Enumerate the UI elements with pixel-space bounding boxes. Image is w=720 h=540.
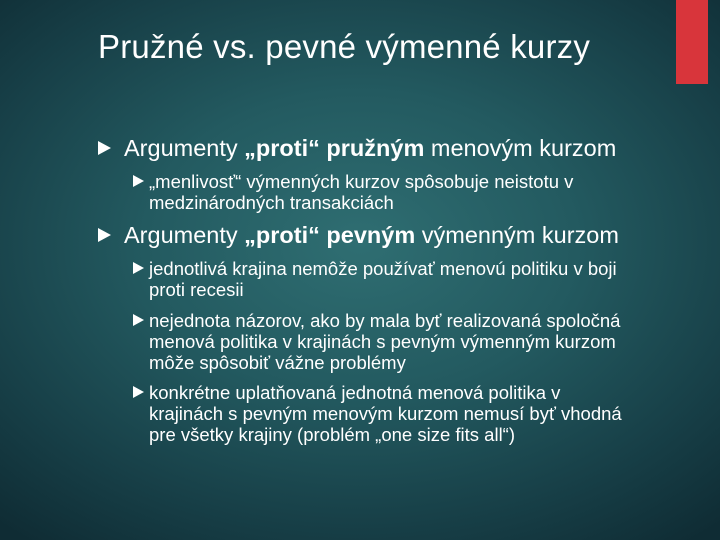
sub-bullet-text [149,382,622,445]
bullet-arrow-icon [98,228,111,242]
line: pre všetky krajiny (problém „one size fits all“) [149,424,515,445]
bullet-text-pre: Argumenty [124,222,245,248]
bullet-arguments-against-flexible [98,134,616,162]
bullet-arrow-icon [133,314,144,326]
line: nejednota názorov, ako by mala byť realizovaná spoločná [149,310,621,331]
line: konkrétne uplatňovaná jednotná menová politika v [149,382,561,403]
bullet-text [124,134,616,162]
bullet-arguments-against-fixed [98,221,619,249]
line: jednotlivá krajina nemôže používať menovú politiku v boji [149,258,617,279]
sub-bullet-one-size-fits-all [133,382,709,445]
sub-bullet-text [149,171,573,213]
line: „menlivosť“ výmenných kurzov spôsobuje neistotu v [149,171,574,192]
bullet-arrow-icon [133,386,144,398]
bullet-text-post: výmenným kurzom [415,222,619,248]
bullet-text-emphasis: „proti“ pevným [244,222,416,248]
bullet-arrow-icon [133,175,144,187]
bullet-text [124,221,619,249]
line: proti recesii [149,279,244,300]
slide-title: Pružné vs. pevné výmenné kurzy [98,28,591,65]
sub-bullet-text [149,258,617,300]
sub-bullet-volatility [133,171,673,213]
bullet-text-pre: Argumenty [124,135,245,161]
line: krajinách s pevným menovým kurzom nemusí byť vhodná [149,403,622,424]
bullet-arrow-icon [133,262,144,274]
accent-bar [676,0,708,84]
line: medzinárodných transakciách [149,192,394,213]
bullet-text-emphasis: „proti“ pružným [244,135,425,161]
line: môže spôsobiť vážne problémy [149,352,406,373]
bullet-text-post: menovým kurzom [424,135,617,161]
sub-bullet-text [149,310,620,373]
line: menová politika v krajinách s pevným výmenným kurzom [149,331,616,352]
bullet-arrow-icon [98,141,111,155]
sub-bullet-monetary-policy [133,258,709,300]
sub-bullet-disagreement [133,310,709,373]
